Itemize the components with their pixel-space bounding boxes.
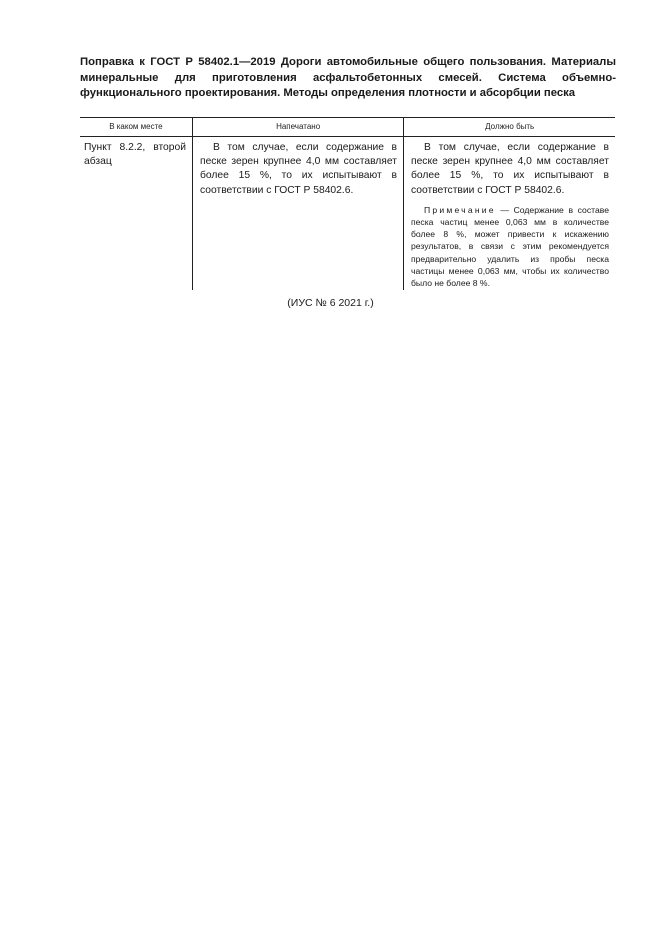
note-paragraph xyxy=(411,204,609,289)
header-should-be: Должно быть xyxy=(403,118,615,136)
cell-printed xyxy=(192,137,403,290)
note-text: — Содержание в составе песка частиц менее 0,063 мм в количестве более 8 %, может привести к искажению результатов, в связи с этим рекомендуется предварительно удалить из пробы песка частицы менее 0,063 мм, чтобы их количество было не более 8 %. xyxy=(411,204,609,289)
correction-table xyxy=(80,117,615,290)
note-label: Примечание xyxy=(424,204,496,215)
document-title: Поправка к ГОСТ Р 58402.1—2019 Дороги автомобильные общего пользования. Материалы минеральные для приготовления асфальтобетонных смесей. Система объемно-функционального проектирования. Методы определения плотности и абсорбции песка xyxy=(80,56,616,99)
cell-should-be xyxy=(403,137,614,290)
printed-text: В том случае, если содержание в песке зерен крупнее 4,0 мм составляет более 15 %, то их испытывают в соответствии с ГОСТ Р 58402.6. xyxy=(200,142,397,196)
table-header xyxy=(80,117,615,137)
header-printed: Напечатано xyxy=(192,118,404,136)
cell-location: Пункт 8.2.2, второй абзац xyxy=(84,142,186,168)
should-be-text: В том случае, если содержание в песке зерен крупнее 4,0 мм составляет более 15 %, то их испытывают в соответствии с ГОСТ Р 58402.6. xyxy=(411,142,609,196)
header-location: В каком месте xyxy=(109,122,163,131)
footer-ius: (ИУС № 6 2021 г.) xyxy=(287,297,374,309)
table-row xyxy=(80,137,615,290)
